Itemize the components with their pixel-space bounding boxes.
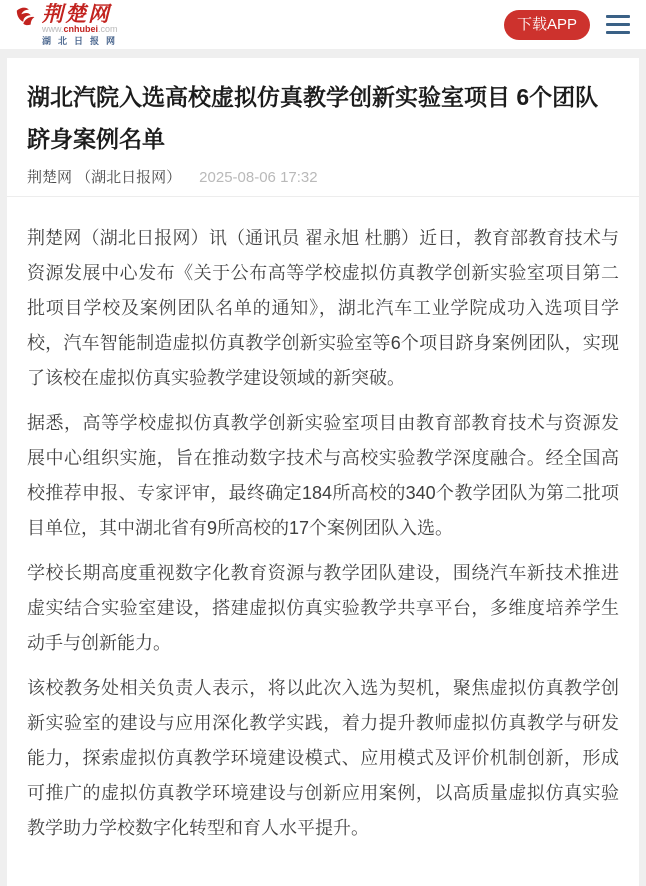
article-title: 湖北汽院入选高校虚拟仿真教学创新实验室项目 6个团队跻身案例名单: [27, 84, 599, 152]
logo-url-text: www.cnhubei.com: [42, 24, 118, 34]
logo-text: [42, 3, 122, 46]
site-logo[interactable]: [14, 3, 122, 46]
logo-subtitle-text: 湖北日报网: [42, 36, 123, 46]
article-paragraph: 学校长期高度重视数字化教育资源与教学团队建设，围绕汽车新技术推进虚实结合实验室建设，搭建虚拟仿真实验教学共享平台，多维度培养学生动手与创新能力。: [27, 563, 619, 653]
bird-logo-icon: [14, 5, 40, 31]
article-paragraph: 该校教务处相关负责人表示，将以此次入选为契机，聚焦虚拟仿真教学创新实验室的建设与应用深化教学实践，着力提升教师虚拟仿真教学与研发能力，探索虚拟仿真教学环境建设模式、应用模式及评价机制创新，形成可推广的虚拟仿真教学环境建设与创新应用案例，以高质量虚拟仿真实验教学助力学校数字化转型和育人水平提升。: [27, 678, 619, 838]
header-divider-gap: [0, 49, 646, 58]
article-paragraph: 据悉，高等学校虚拟仿真教学创新实验室项目由教育部教育技术与资源发展中心组织实施，旨在推动数字技术与高校实验教学深度融合。经全国高校推荐申报、专家评审，最终确定184所高校的340个教学团队为第二批项目单位，其中湖北省有9所高校的17个案例团队入选。: [27, 413, 619, 538]
article-paragraph: 荆楚网（湖北日报网）讯（通讯员 翟永旭 杜鹏）近日，教育部教育技术与资源发展中心发布《关于公布高等学校虚拟仿真教学创新实验室项目第二批项目学校及案例团队名单的通知》，湖北汽车工业学院成功入选项目学校，汽车智能制造虚拟仿真教学创新实验室等6个项目跻身案例团队，实现了该校在虚拟仿真实验教学建设领域的新突破。: [27, 228, 619, 388]
menu-icon[interactable]: [606, 13, 630, 36]
article-source: 荆楚网 （湖北日报网）: [27, 169, 182, 186]
download-app-button[interactable]: 下载APP: [504, 10, 590, 40]
article-byline: [27, 167, 619, 188]
header-actions: [504, 10, 630, 40]
site-header: [0, 0, 646, 49]
article-datetime: 2025-08-06 17:32: [199, 169, 318, 186]
byline-divider: [7, 196, 639, 197]
article-body: [27, 221, 619, 846]
logo-brand-text: 荆楚网: [42, 2, 111, 26]
article-card: [7, 58, 639, 886]
